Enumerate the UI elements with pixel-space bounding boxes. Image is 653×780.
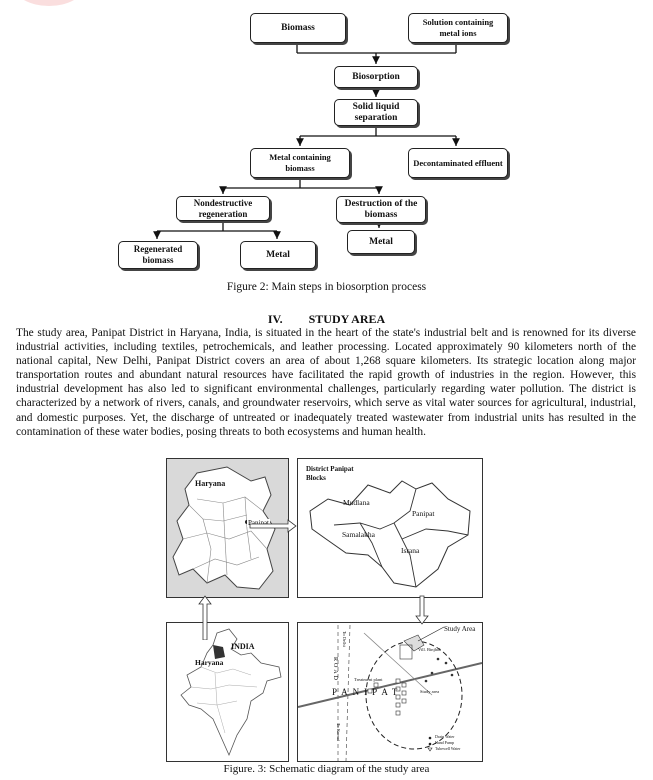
india-haryana-label: Haryana — [195, 658, 224, 667]
section-heading — [0, 312, 653, 327]
figure-3-caption: Figure. 3: Schematic diagram of the study area — [223, 763, 430, 775]
city-label: PANIPAT — [332, 687, 403, 697]
india-map — [167, 623, 288, 761]
legend-drain-water: Drain Water — [435, 734, 455, 739]
panipat-label: Panipat — [248, 519, 269, 527]
map-arrows — [0, 440, 653, 640]
road-label: ROAD — [332, 657, 338, 683]
treatment-plant-label: Treatment plant — [354, 677, 383, 682]
section-title: STUDY AREA — [308, 312, 386, 326]
figure-2-caption: Figure 2: Main steps in biosorption process — [226, 281, 427, 293]
village-label: Vill. Binjhol — [418, 647, 441, 652]
to-karnal-label: To Karnal — [336, 723, 341, 742]
to-delhi-label: To Delhi — [342, 631, 347, 647]
biosorption-box: Biosorption — [334, 66, 418, 88]
destruction-of-biomass-box: Destruction of the biomass — [336, 196, 426, 223]
block-mudlana: Mudlana — [343, 498, 370, 507]
block-panipat: Panipat — [412, 509, 435, 518]
study-area-small-label: Study area — [420, 689, 440, 694]
solid-liquid-separation-box: Solid liquid separation — [334, 99, 418, 126]
regenerated-biomass-box: Regenerated biomass — [118, 241, 198, 269]
section-number: IV. — [267, 312, 283, 326]
metal-box-right: Metal — [347, 230, 415, 254]
haryana-label: Haryana — [195, 479, 226, 488]
biomass-box: Biomass — [250, 13, 346, 43]
solution-metal-ions-box: Solution containing metal ions — [408, 13, 508, 43]
metal-containing-biomass-box: Metal containing biomass — [250, 148, 350, 178]
decontaminated-effluent-box: Decontaminated effluent — [408, 148, 508, 178]
block-israna: Israna — [401, 546, 420, 555]
map-legend — [435, 734, 460, 752]
legend-tubewell-water: Tubewell Water — [435, 746, 461, 751]
study-area-panel — [297, 622, 483, 762]
india-map-panel — [166, 622, 289, 762]
nondestructive-regeneration-box: Nondestructive regeneration — [176, 196, 270, 221]
block-samalakha: Samalakha — [342, 530, 375, 539]
metal-box-left: Metal — [240, 241, 316, 269]
study-area-label: Study Area — [444, 625, 476, 633]
study-area-paragraph: The study area, Panipat District in Haryana, India, is situated in the heart of the state's industrial belt and is renowned for its diverse industrial activities, including textiles, petrochemicals, and leather processing. Located approximately 90 kilometers north of the national capital, New Delhi, Panipat District covers an area of about 1,268 square kilometers. Its strategic location along major transportation routes and abundant natural resources have facilitated the rapid growth of industries in the region. However, this industrial development has also led to significant environmental challenges, particularly regarding water pollution. The district is characterized by a network of rivers, canals, and groundwater reservoirs, which serve as vital water sources for agricultural, industrial, and domestic purposes. Yet, the discharge of untreated or inadequately treated wastewater from industrial units has resulted in the contamination of these water bodies, posing threats to both ecosystems and human health. — [16, 327, 636, 438]
india-label: INDIA — [231, 642, 255, 651]
district-title: District Panipat Blocks — [306, 465, 354, 482]
legend-hand-pump: Hand Pump — [435, 740, 454, 745]
